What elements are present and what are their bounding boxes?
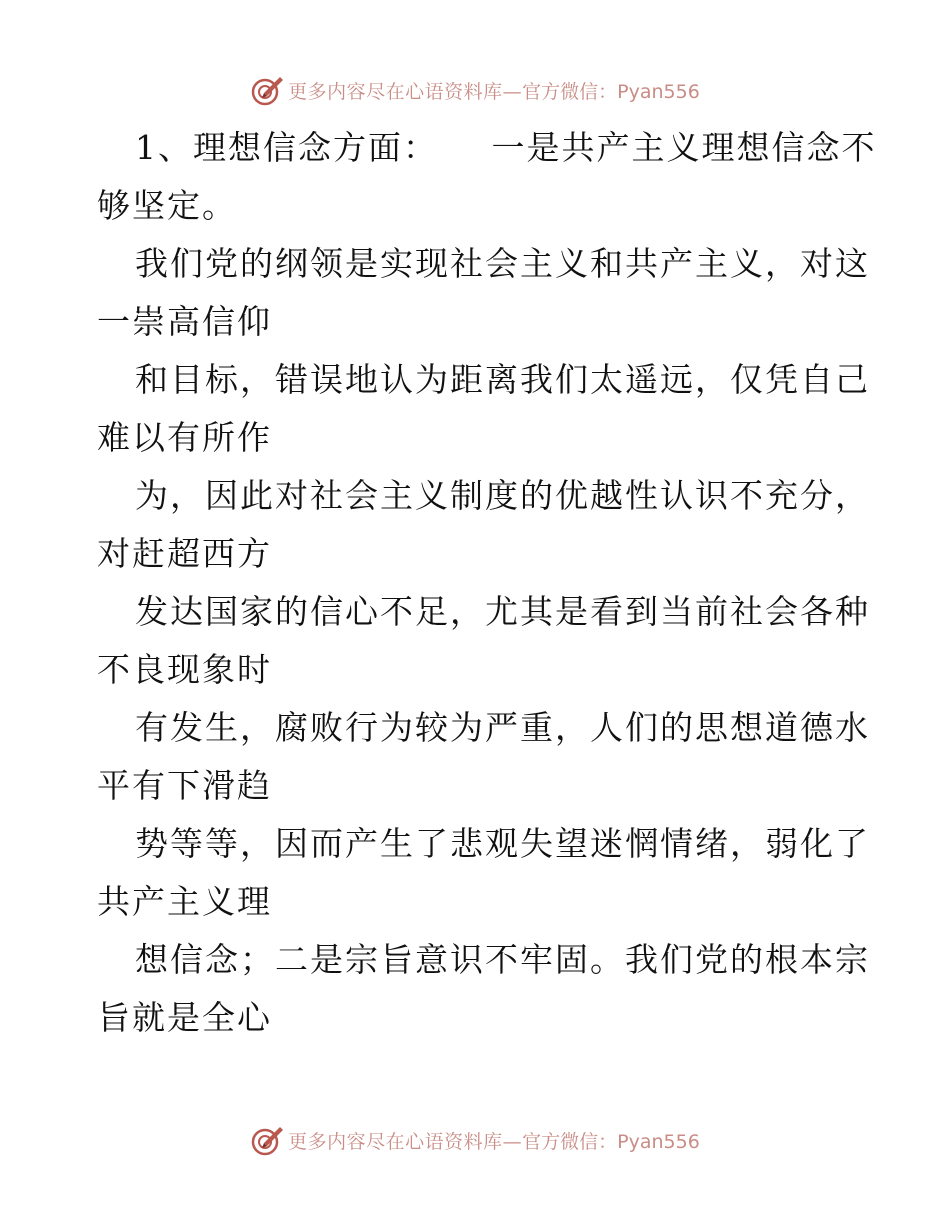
text-line: 旨就是全心	[97, 998, 272, 1037]
text-line: 发达国家的信心不足，尤其是看到当前社会各种	[135, 592, 870, 631]
text-line: 不良现象时	[97, 650, 272, 689]
text-line: 有发生，腐败行为较为严重，人们的思想道德水	[135, 708, 870, 747]
text-line: 1、理想信念方面： 一是共产主义理想信念不	[135, 128, 877, 167]
header-watermark	[0, 70, 950, 110]
pen-logo-icon	[250, 73, 284, 107]
text-line: 共产主义理	[97, 882, 272, 921]
text-line: 为，因此对社会主义制度的优越性认识不充分，	[135, 476, 870, 515]
text-line: 对赶超西方	[97, 534, 272, 573]
text-line: 难以有所作	[97, 418, 272, 457]
text-line: 势等等，因而产生了悲观失望迷惘情绪，弱化了	[135, 824, 870, 863]
text-line: 我们党的纲领是实现社会主义和共产主义，对这	[135, 244, 870, 283]
watermark-wechat: 官方微信：Pyan556	[522, 1130, 700, 1153]
watermark-text: 更多内容尽在心语资料库—	[288, 1130, 523, 1153]
text-line: 够坚定。	[97, 186, 237, 225]
footer-watermark	[0, 1120, 950, 1160]
text-line: 平有下滑趋	[97, 766, 272, 805]
watermark-wechat: 官方微信：Pyan556	[522, 80, 700, 103]
text-line: 一崇高信仰	[97, 302, 272, 341]
text-line: 想信念；二是宗旨意识不牢固。我们党的根本宗	[135, 940, 870, 979]
text-line: 和目标，错误地认为距离我们太遥远，仅凭自己	[135, 360, 870, 399]
watermark-text: 更多内容尽在心语资料库—	[288, 80, 523, 103]
pen-logo-icon	[250, 1123, 284, 1157]
